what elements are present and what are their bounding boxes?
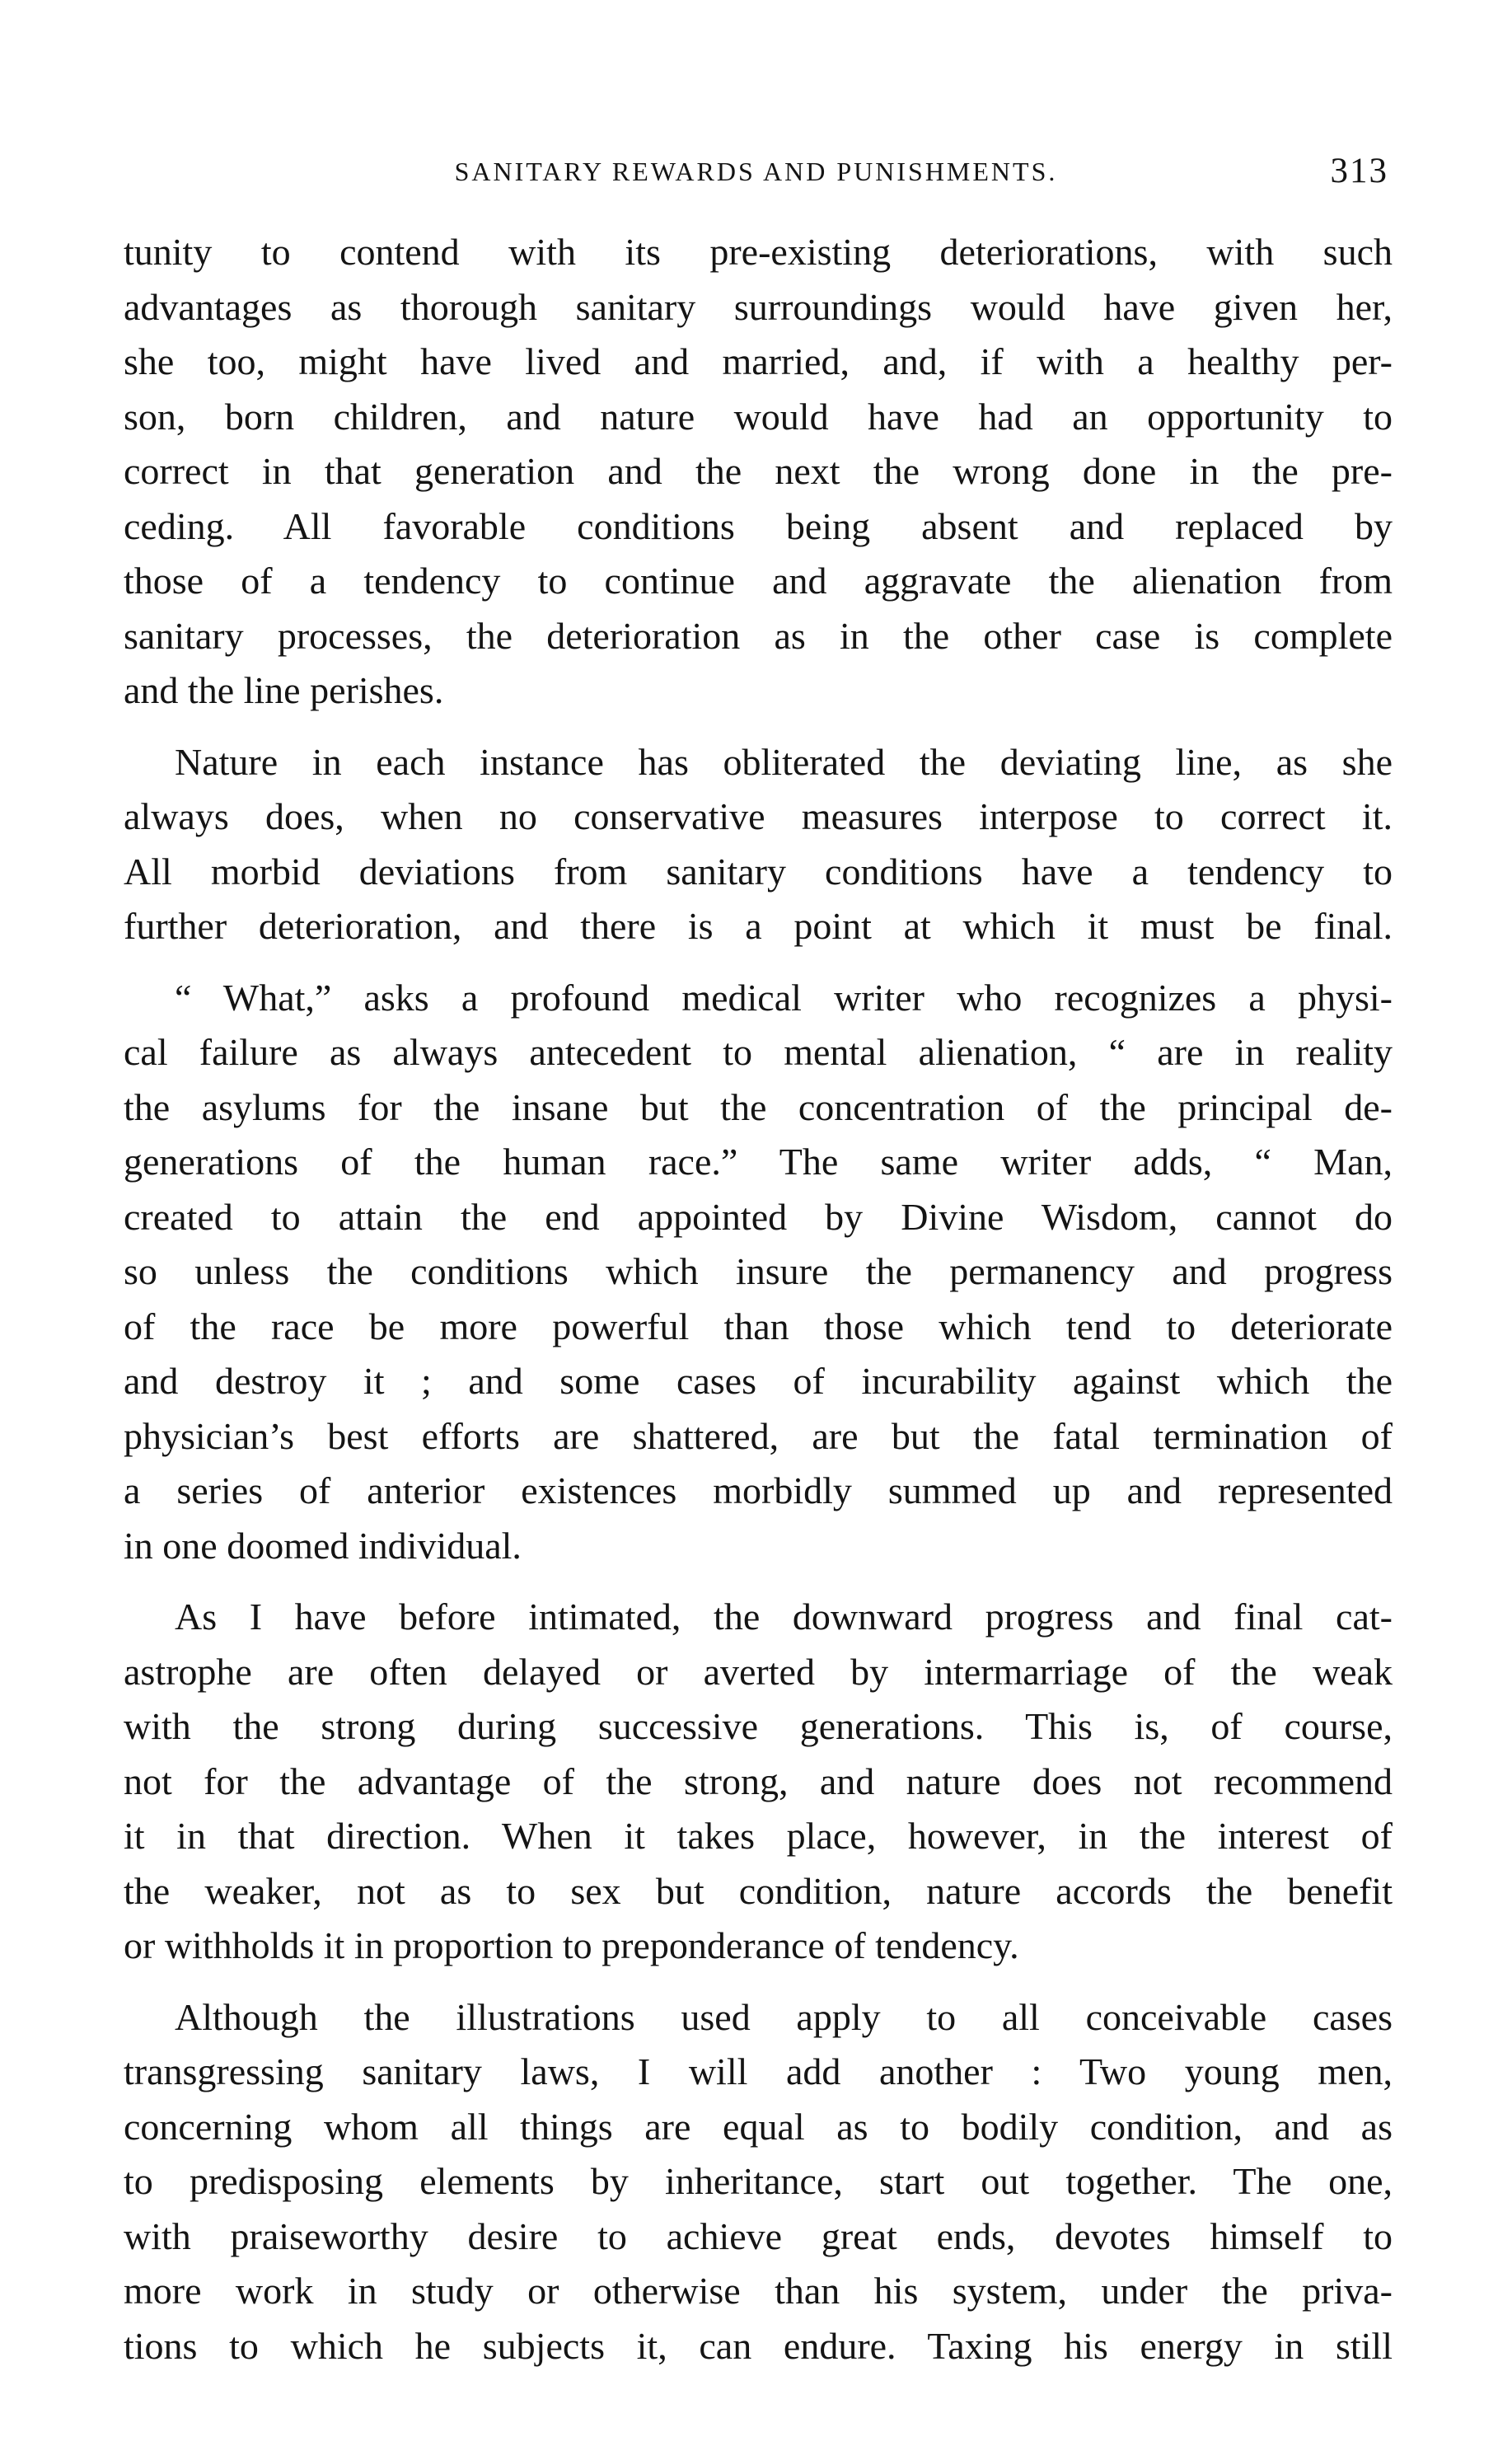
text-line: concerning whom all things are equal as to bodily condition, and as xyxy=(124,2105,1393,2148)
text-line: not for the advantage of the strong, and nature does not recommend xyxy=(124,1760,1393,1802)
text-line: “ What,” asks a profound medical writer who recognizes a physi- xyxy=(175,976,1393,1019)
text-line: of the race be more powerful than those which tend to deteriorate xyxy=(124,1305,1393,1347)
text-line: a series of anterior existences morbidly summed up and represented xyxy=(124,1469,1393,1511)
text-line: the weaker, not as to sex but condition, nature accords the benefit xyxy=(124,1869,1393,1912)
paragraph xyxy=(124,735,1393,954)
text-line: All morbid deviations from sanitary conditions have a tendency to xyxy=(124,850,1393,893)
text-line: with the strong during successive generations. This is, of course, xyxy=(124,1705,1393,1747)
text-line: or withholds it in proportion to preponderance of tendency. xyxy=(124,1924,1019,1966)
text-line: transgressing sanitary laws, I will add another : Two young men, xyxy=(124,2050,1393,2092)
paragraph xyxy=(124,1990,1393,2374)
text-line: those of a tendency to continue and aggravate the alienation from xyxy=(124,560,1393,602)
text-line: it in that direction. When it takes place, however, in the interest of xyxy=(124,1815,1393,1857)
text-line: more work in study or otherwise than his system, under the priva- xyxy=(124,2270,1393,2312)
body-text xyxy=(124,225,1393,2390)
text-line: physician’s best efforts are shattered, are but the fatal termination of xyxy=(124,1414,1393,1457)
text-line: astrophe are often delayed or averted by intermarriage of the weak xyxy=(124,1650,1393,1693)
text-line: generations of the human race.” The same writer adds, “ Man, xyxy=(124,1141,1393,1183)
text-line: Nature in each instance has obliterated the deviating line, as she xyxy=(175,740,1393,783)
text-line: so unless the conditions which insure the permanency and progress xyxy=(124,1250,1393,1292)
text-line: Although the illustrations used apply to all conceivable cases xyxy=(175,1995,1393,2038)
text-line: created to attain the end appointed by Divine Wisdom, cannot do xyxy=(124,1195,1393,1238)
text-line: to predisposing elements by inheritance, start out together. The one, xyxy=(124,2160,1393,2202)
page-number: 313 xyxy=(1330,152,1388,190)
text-line: and the line perishes. xyxy=(124,669,444,711)
text-line: she too, might have lived and married, and, if with a healthy per- xyxy=(124,340,1393,382)
text-line: in one doomed individual. xyxy=(124,1524,522,1567)
text-line: and destroy it ; and some cases of incurability against which the xyxy=(124,1360,1393,1402)
text-line: further deterioration, and there is a point at which it must be final. xyxy=(124,905,1393,947)
paragraph xyxy=(124,225,1393,719)
paragraph xyxy=(124,1590,1393,1974)
text-line: As I have before intimated, the downward progress and final cat- xyxy=(175,1596,1393,1638)
text-line: the asylums for the insane but the concentration of the principal de- xyxy=(124,1085,1393,1128)
text-line: tunity to contend with its pre-existing deteriorations, with such xyxy=(124,231,1393,273)
paragraph xyxy=(124,971,1393,1574)
running-head xyxy=(124,147,1388,196)
text-line: correct in that generation and the next the wrong done in the pre- xyxy=(124,450,1393,492)
text-line: ceding. All favorable conditions being absent and replaced by xyxy=(124,504,1393,547)
text-line: sanitary processes, the deterioration as in the other case is complete xyxy=(124,614,1393,657)
running-title: SANITARY REWARDS AND PUNISHMENTS. xyxy=(454,157,1058,186)
text-line: cal failure as always antecedent to mental alienation, “ are in reality xyxy=(124,1031,1393,1073)
text-line: always does, when no conservative measures interpose to correct it. xyxy=(124,795,1393,837)
text-line: tions to which he subjects it, can endure. Taxing his energy in still xyxy=(124,2324,1393,2367)
text-line: advantages as thorough sanitary surroundings would have given her, xyxy=(124,285,1393,328)
text-line: with praiseworthy desire to achieve great ends, devotes himself to xyxy=(124,2214,1393,2257)
text-line: son, born children, and nature would have had an opportunity to xyxy=(124,395,1393,438)
